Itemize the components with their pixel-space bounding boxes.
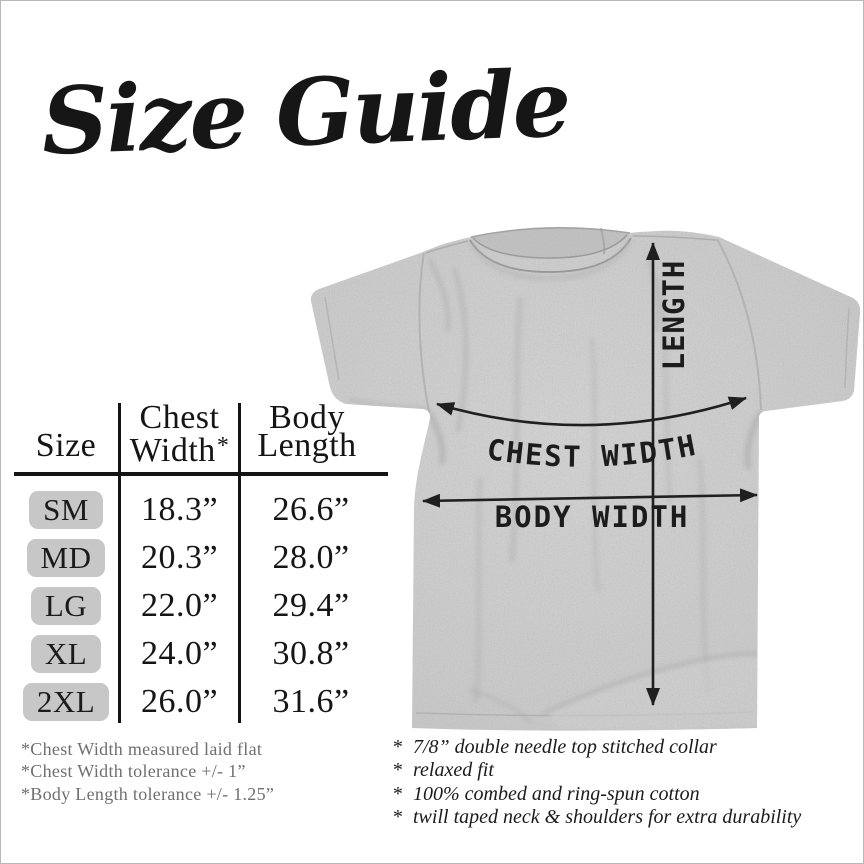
feature-text: 7/8” double needle top stitched collar <box>413 736 717 758</box>
size-badge: 2XL <box>23 683 109 721</box>
feature-text: 100% combed and ring-spun cotton <box>413 782 700 805</box>
footnote-line: *Chest Width tolerance +/- 1” <box>21 761 246 782</box>
chest-width-value: 24.0” <box>140 635 219 672</box>
size-badge: LG <box>31 587 101 625</box>
column-header-body-line1: Body <box>269 399 345 436</box>
body-length-value: 28.0” <box>272 539 350 576</box>
column-header-body-line2: Length <box>257 427 357 464</box>
table-row <box>0 632 400 676</box>
bullet-asterisk: * <box>392 736 402 758</box>
table-row <box>0 584 400 628</box>
size-badge: XL <box>31 635 101 673</box>
size-badge: SM <box>29 491 103 529</box>
column-header-size-label: Size <box>35 427 97 464</box>
page-title: Size Guide <box>39 49 571 176</box>
chest-width-value: 22.0” <box>140 587 219 624</box>
size-badge: MD <box>27 539 106 577</box>
bullet-asterisk: * <box>392 782 402 805</box>
feature-item <box>392 736 801 759</box>
table-header-rule <box>14 472 388 476</box>
footnotes <box>21 738 274 805</box>
feature-item <box>392 759 801 782</box>
body-length-value: 29.4” <box>272 587 350 624</box>
chest-width-value: 26.0” <box>140 683 219 720</box>
table-row <box>0 536 400 580</box>
column-header-chest-line2: Width <box>129 432 216 469</box>
bullet-asterisk: * <box>392 759 402 782</box>
feature-item <box>392 806 801 829</box>
footnote-line: *Chest Width measured laid flat <box>21 739 263 759</box>
chest-width-label: CHEST WIDTH <box>484 427 700 474</box>
chest-width-asterisk: * <box>216 433 230 459</box>
feature-item <box>392 783 801 806</box>
column-header-size <box>14 427 118 464</box>
body-length-value: 30.8” <box>272 635 350 672</box>
column-header-chest-width <box>121 399 238 469</box>
chest-width-value: 18.3” <box>140 491 219 528</box>
table-row <box>0 488 400 532</box>
bullet-asterisk: * <box>392 806 402 829</box>
feature-text: twill taped neck & shoulders for extra durability <box>413 806 802 829</box>
footnote-line: *Body Length tolerance +/- 1.25” <box>21 783 275 804</box>
feature-list <box>392 736 801 830</box>
feature-text: relaxed fit <box>413 759 494 782</box>
body-length-value: 26.6” <box>272 491 350 528</box>
column-header-body-length <box>241 399 373 464</box>
chest-width-value: 20.3” <box>140 539 219 576</box>
column-header-chest-line1: Chest <box>139 399 220 436</box>
length-label: LENGTH <box>657 259 691 371</box>
body-width-label: BODY WIDTH <box>494 500 690 534</box>
table-row <box>0 680 400 724</box>
body-length-value: 31.6” <box>272 683 350 720</box>
